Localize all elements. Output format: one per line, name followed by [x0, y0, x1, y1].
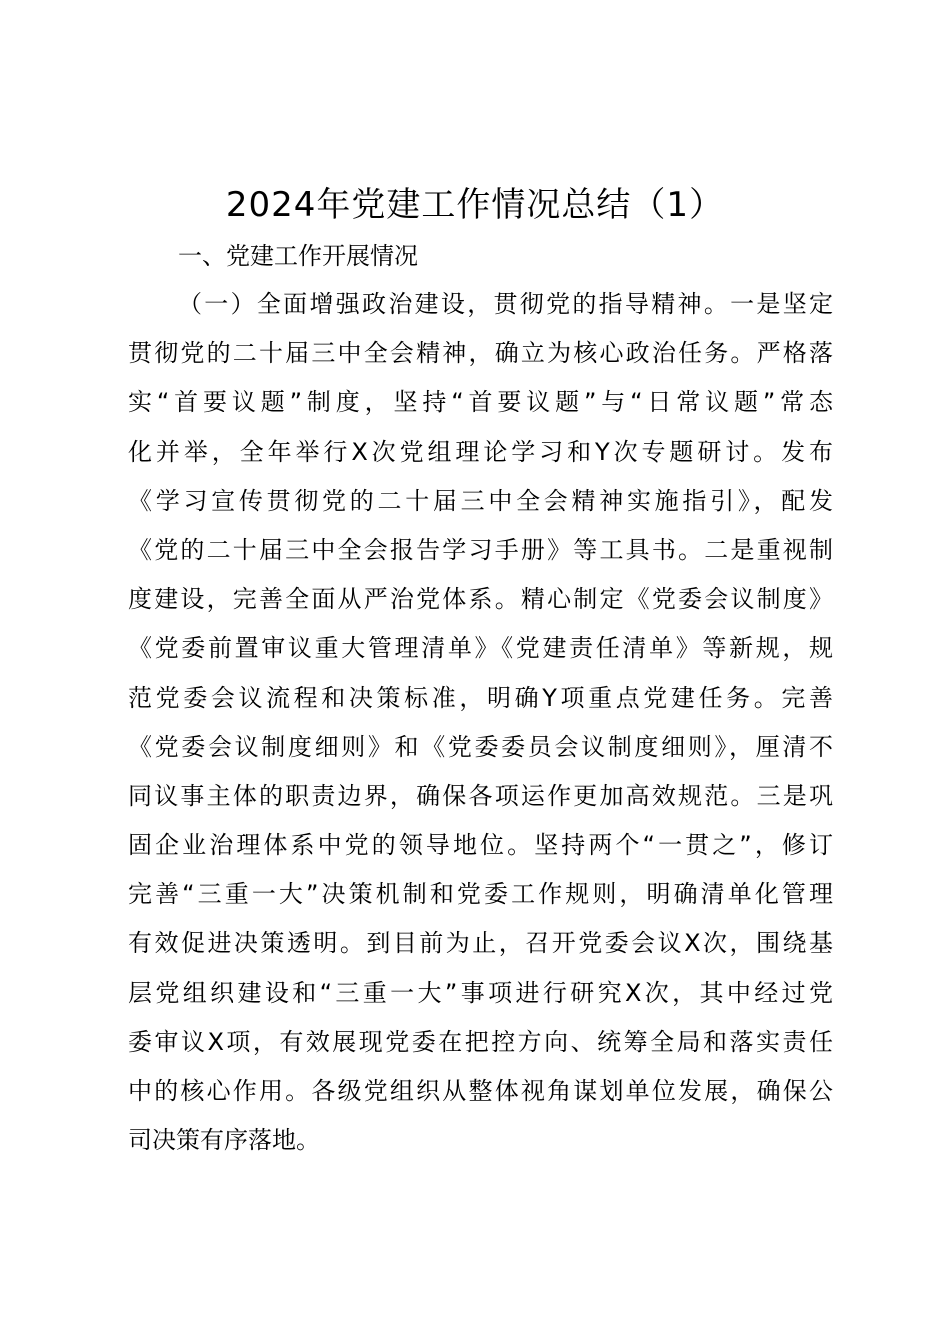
paragraph-line: 中的核心作用。各级党组织从整体视角谋划单位发展，确保公 [128, 1077, 833, 1105]
paragraph-line: 有效促进决策透明。到目前为止，召开党委会议X次，围绕基 [128, 929, 833, 958]
section-heading: 一、党建工作开展情况 [178, 242, 418, 270]
paragraph-line: 度建设，完善全面从严治党体系。精心制定《党委会议制度》 [128, 585, 833, 614]
paragraph-line: 委审议X项，有效展现党委在把控方向、统筹全局和落实责任 [128, 1027, 833, 1056]
paragraph-line: 《党的二十届三中全会报告学习手册》等工具书。二是重视制 [128, 535, 833, 564]
paragraph-line: 实“首要议题”制度，坚持“首要议题”与“日常议题”常态 [128, 388, 833, 417]
paragraph-line: 固企业治理体系中党的领导地位。坚持两个“一贯之”，修订 [128, 831, 833, 860]
paragraph-line: 同议事主体的职责边界，确保各项运作更加高效规范。三是巩 [128, 781, 833, 810]
paragraph-line: 层党组织建设和“三重一大”事项进行研究X次，其中经过党 [128, 978, 833, 1007]
paragraph-line: 《党委前置审议重大管理清单》《党建责任清单》等新规，规 [128, 634, 833, 663]
paragraph-line: 化并举，全年举行X次党组理论学习和Y次专题研讨。发布 [128, 437, 833, 466]
paragraph-line: 《学习宣传贯彻党的二十届三中全会精神实施指引》，配发 [128, 486, 833, 515]
paragraph-line: （一）全面增强政治建设，贯彻党的指导精神。一是坚定 [178, 290, 833, 318]
body-paragraph [128, 280, 833, 1165]
paragraph-line: 司决策有序落地。 [128, 1126, 320, 1155]
paragraph-line: 贯彻党的二十届三中全会精神，确立为核心政治任务。严格落 [128, 339, 833, 368]
paragraph-line: 完善“三重一大”决策机制和党委工作规则，明确清单化管理 [128, 880, 833, 909]
paragraph-line: 范党委会议流程和决策标准，明确Y项重点党建任务。完善 [128, 683, 833, 712]
document-title: 2024年党建工作情况总结（1） [225, 185, 725, 225]
paragraph-line: 《党委会议制度细则》和《党委委员会议制度细则》，厘清不 [128, 732, 833, 761]
